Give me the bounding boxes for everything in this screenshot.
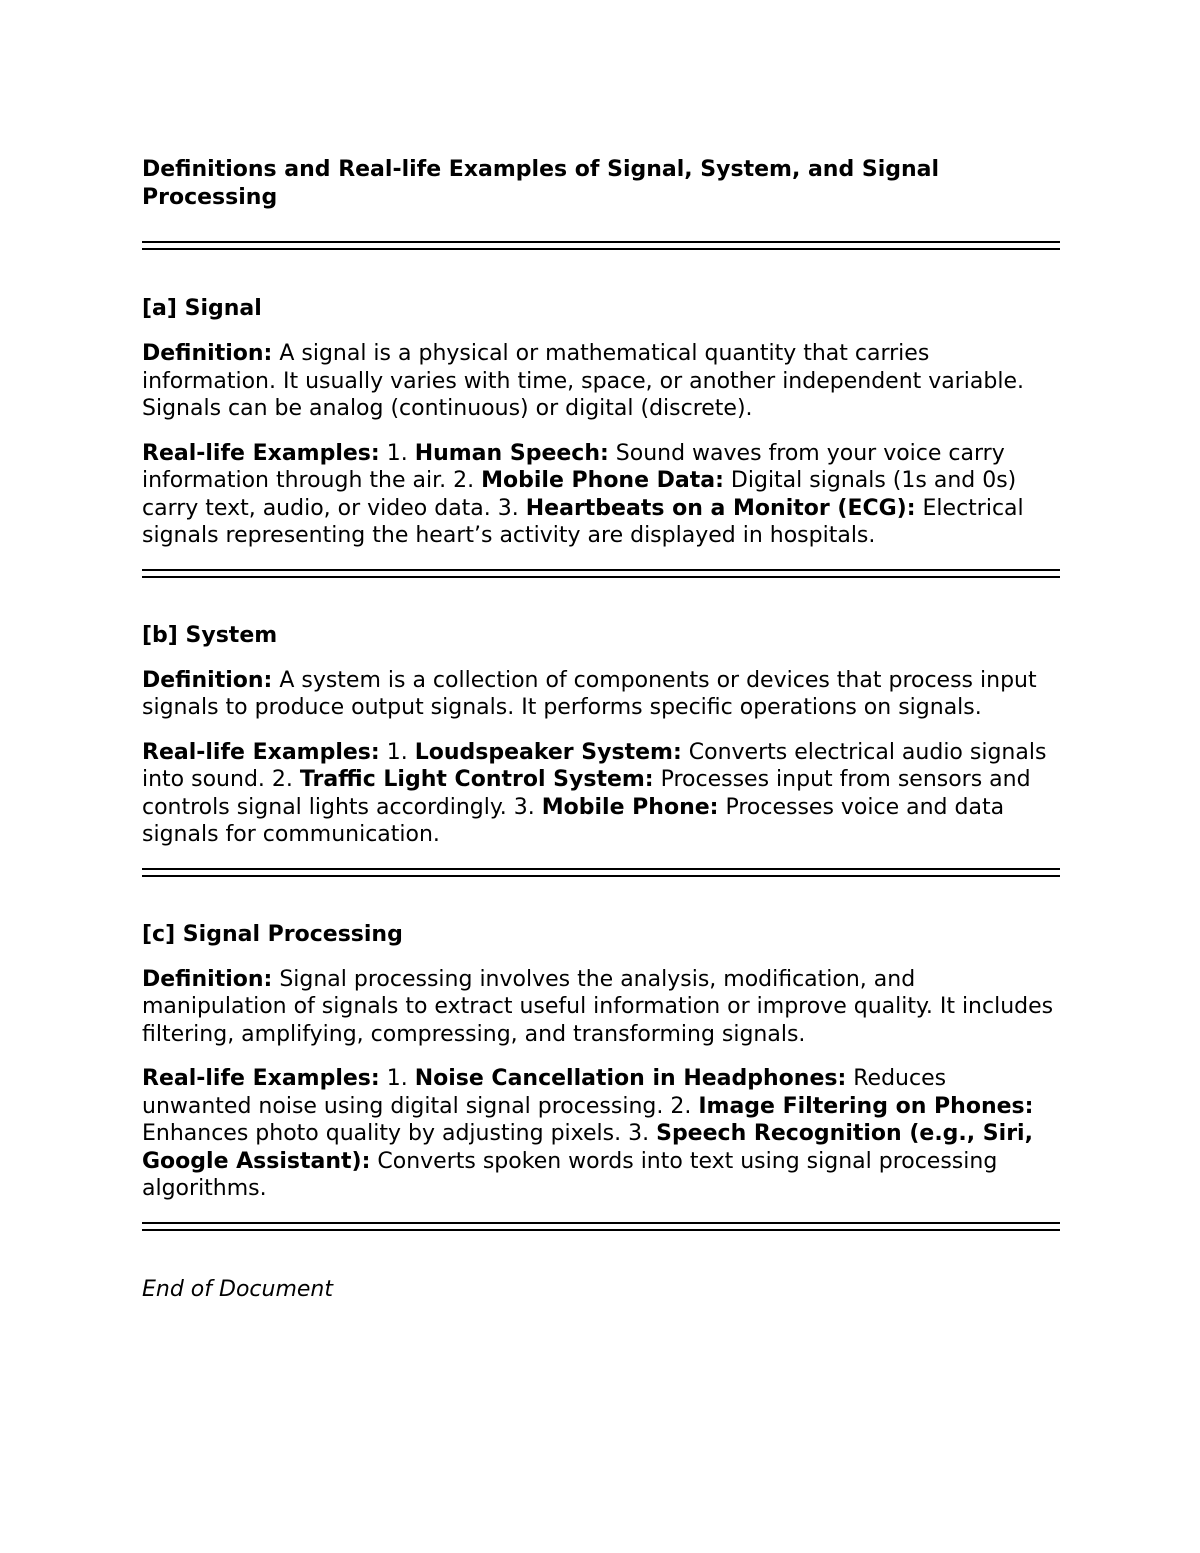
- definition-text: Signal processing involves the analysis, modification, and manipulation of signals to extract useful information or improve quality. It includes filtering, amplifying, compressing, and transforming signals.: [142, 966, 1054, 1047]
- example-term: Traffic Light Control System:: [299, 767, 654, 792]
- definition-label: Definition:: [142, 667, 273, 693]
- example-term: Speech Recognition (e.g., Siri, Google Assistant):: [142, 1121, 1033, 1174]
- example-text: Converts spoken words into text using signal processing algorithms.: [142, 1148, 998, 1201]
- examples-label: Real-life Examples:: [142, 1066, 380, 1091]
- definition-paragraph: [142, 340, 1060, 423]
- example-number: 2.: [446, 468, 482, 493]
- title-divider: [142, 241, 1060, 250]
- example-term: Heartbeats on a Monitor (ECG):: [525, 495, 916, 521]
- section-heading: [a] Signal: [142, 296, 262, 321]
- section-signal-processing: [142, 921, 1060, 1203]
- examples-label: Real-life Examples:: [142, 440, 380, 466]
- example-number: 1.: [379, 739, 415, 765]
- examples-paragraph: [142, 739, 1060, 849]
- examples-paragraph: [142, 440, 1060, 550]
- examples-label: Real-life Examples:: [142, 739, 380, 765]
- section-system: [142, 622, 1060, 849]
- example-number: 3.: [490, 495, 526, 521]
- section-divider: [142, 868, 1060, 877]
- example-text: Digital signals (1s and 0s) carry text, audio, or video data.: [142, 468, 1017, 521]
- example-term: Image Filtering on Phones:: [698, 1093, 1034, 1119]
- example-text: Enhances photo quality by adjusting pixels.: [142, 1121, 622, 1146]
- section-heading: [c] Signal Processing: [142, 921, 403, 947]
- example-term: Mobile Phone:: [541, 794, 719, 820]
- example-text: Reduces unwanted noise using digital signal processing.: [142, 1066, 947, 1119]
- example-text: Processes voice and data signals for communication.: [142, 794, 1005, 847]
- example-text: Converts electrical audio signals into sound.: [142, 739, 1047, 792]
- example-number: 3.: [506, 794, 542, 820]
- example-text: Electrical signals representing the heart’s activity are displayed in hospitals.: [142, 495, 1024, 548]
- example-number: 2.: [663, 1093, 699, 1119]
- example-number: 3.: [621, 1121, 657, 1146]
- example-text: Sound waves from your voice carry information through the air.: [142, 440, 1005, 493]
- example-number: 2.: [264, 767, 300, 792]
- definition-text: A system is a collection of components or devices that process input signals to produce output signals. It performs specific operations on signals.: [142, 667, 1037, 720]
- definition-text: A signal is a physical or mathematical quantity that carries information. It usually varies with time, space, or another independent variable. Signals can be analog (continuous) or digital (discrete).: [142, 341, 1024, 421]
- section-heading: [b] System: [142, 622, 278, 648]
- definition-label: Definition:: [142, 341, 273, 366]
- example-number: 1.: [379, 440, 415, 466]
- example-term: Noise Cancellation in Headphones:: [414, 1066, 847, 1091]
- example-term: Human Speech:: [414, 440, 609, 466]
- definition-paragraph: [142, 966, 1060, 1049]
- definition-paragraph: [142, 667, 1060, 722]
- example-text: Processes input from sensors and controls signal lights accordingly.: [142, 767, 1031, 820]
- example-term: Mobile Phone Data:: [481, 468, 724, 493]
- examples-paragraph: [142, 1065, 1060, 1203]
- section-divider: [142, 569, 1060, 578]
- example-term: Loudspeaker System:: [414, 739, 682, 765]
- definition-label: Definition:: [142, 966, 273, 992]
- document-title: Definitions and Real-life Examples of Signal, System, and Signal Processing: [142, 157, 940, 210]
- end-note: End of Document: [142, 1276, 333, 1302]
- section-signal: [142, 295, 1060, 550]
- example-number: 1.: [379, 1066, 415, 1091]
- section-divider: [142, 1222, 1060, 1231]
- document-page: [142, 156, 1060, 1304]
